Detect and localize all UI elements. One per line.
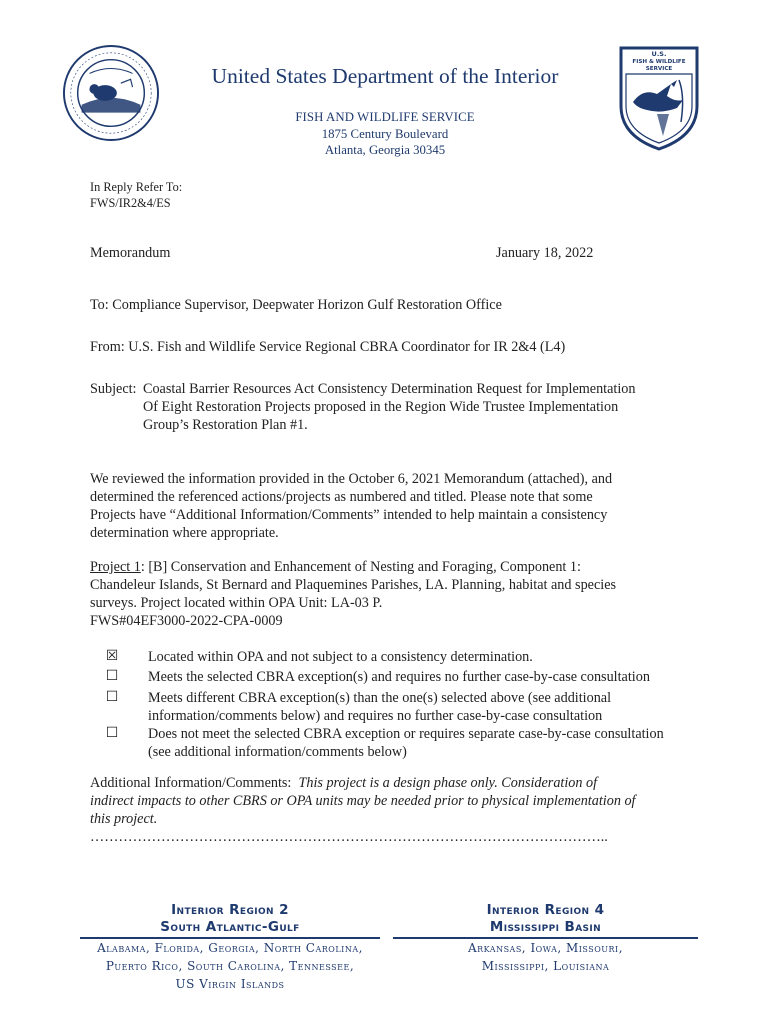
footer-region-4-states: Mississippi, Louisiana — [481, 959, 610, 973]
comment-text: indirect impacts to other CBRS or OPA units may be needed prior to physical implementation of — [90, 793, 636, 809]
footer-region-2-title: Interior Region 2 — [171, 902, 289, 918]
comment-text: this project. — [90, 811, 158, 827]
paragraph-line: Projects have “Additional Information/Comments” intended to help maintain a consistency — [90, 507, 608, 523]
subject-line: Coastal Barrier Resources Act Consistency Determination Request for Implementation — [143, 381, 636, 397]
subject-line: Of Eight Restoration Projects proposed in the Region Wide Trustee Implementation — [143, 399, 619, 415]
footer-region-2-states: Puerto Rico, South Carolina, Tennessee, — [105, 959, 355, 973]
subject-label: Subject: — [90, 381, 137, 397]
option-label: Meets different CBRA exception(s) than the one(s) selected above (see additional — [148, 690, 612, 706]
svg-text:U.S.: U.S. — [651, 50, 667, 58]
reference-code: FWS/IR2&4/ES — [90, 196, 171, 210]
checkbox-option-1[interactable]: ☒ — [105, 649, 119, 664]
project-title: : [B] Conservation and Enhancement of Nesting and Foraging, Component 1: — [140, 559, 581, 575]
from-line: From: U.S. Fish and Wildlife Service Regional CBRA Coordinator for IR 2&4 (L4) — [90, 339, 566, 355]
project-line: Chandeleur Islands, St Bernard and Plaquemines Parishes, LA. Planning, habitat and species — [90, 577, 617, 593]
comment-text: This project is a design phase only. Consideration of — [298, 775, 598, 791]
memo-date: January 18, 2022 — [496, 245, 594, 261]
option-label: (see additional information/comments below) — [148, 744, 407, 760]
footer-region-4-title: Interior Region 4 — [486, 902, 605, 918]
project-line: surveys. Project located within OPA Unit: LA-03 P. — [90, 595, 383, 611]
project-reference-number: FWS#04EF3000-2022-CPA-0009 — [90, 613, 283, 629]
paragraph-line: We reviewed the information provided in the October 6, 2021 Memorandum (attached), and — [90, 471, 613, 487]
reply-refer-label: In Reply Refer To: — [90, 180, 183, 194]
agency-name: FISH AND WILDLIFE SERVICE — [295, 110, 475, 124]
address-line-1: 1875 Century Boulevard — [321, 127, 449, 141]
option-label: Does not meet the selected CBRA exception or requires separate case-by-case consultation — [148, 726, 664, 742]
address-line-2: Atlanta, Georgia 30345 — [324, 143, 446, 157]
footer-region-2-subtitle: South Atlantic-Gulf — [160, 919, 300, 935]
svg-text:FISH & WILDLIFE: FISH & WILDLIFE — [632, 59, 686, 65]
checkbox-option-3[interactable]: ☐ — [105, 690, 119, 705]
checkbox-option-4[interactable]: ☐ — [105, 726, 119, 741]
department-title: United States Department of the Interior — [211, 64, 559, 88]
footer-region-4-subtitle: Mississippi Basin — [489, 919, 602, 935]
project-label: Project 1 — [90, 559, 141, 575]
option-label: Located within OPA and not subject to a consistency determination. — [148, 649, 533, 665]
dotted-separator: ……………………………………………………………………………………………….. — [90, 829, 608, 845]
footer-region-2-states: US Virgin Islands — [175, 977, 285, 991]
footer-region-2-states: Alabama, Florida, Georgia, North Carolina, — [97, 941, 363, 955]
memo-type: Memorandum — [90, 245, 171, 261]
additional-comments — [90, 774, 710, 846]
subject-line: Group’s Restoration Plan #1. — [143, 417, 308, 433]
to-line: To: Compliance Supervisor, Deepwater Horizon Gulf Restoration Office — [90, 297, 502, 313]
footer-region-4-states: Arkansas, Iowa, Missouri, — [467, 941, 624, 955]
option-label: Meets the selected CBRA exception(s) and requires no further case-by-case consultation — [148, 669, 650, 685]
paragraph-line: determination where appropriate. — [90, 525, 279, 541]
project-description — [90, 558, 690, 630]
svg-text:SERVICE: SERVICE — [645, 66, 673, 72]
paragraph-line: determined the referenced actions/projects as numbered and titled. Please note that some — [90, 489, 593, 505]
checkbox-option-2[interactable]: ☐ — [105, 669, 119, 684]
additional-label: Additional Information/Comments: — [90, 775, 292, 791]
intro-paragraph — [90, 470, 690, 542]
option-label: information/comments below) and requires no further case-by-case consultation — [148, 708, 603, 724]
